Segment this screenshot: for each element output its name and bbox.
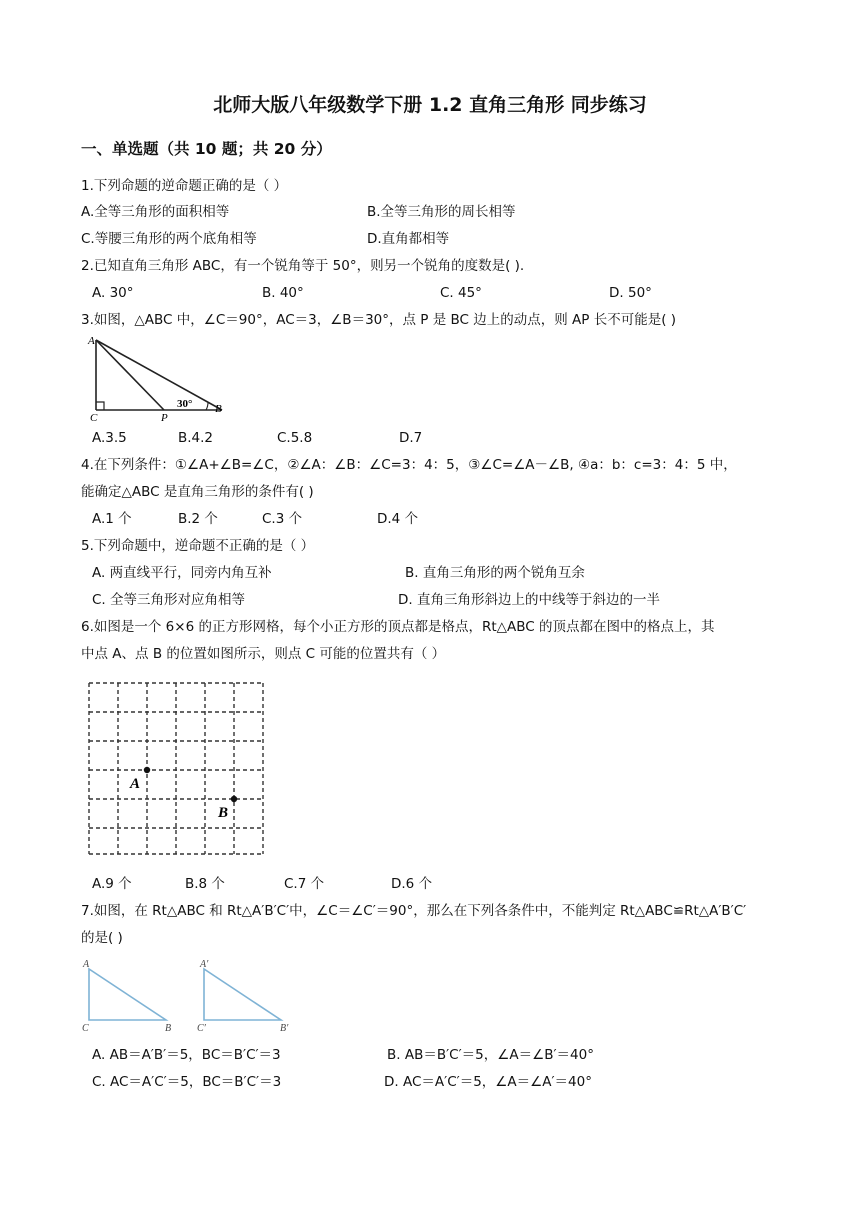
q1-option-d: D.直角都相等 — [367, 231, 450, 247]
q5-option-a: A. 两直线平行，同旁内角互补 — [92, 565, 272, 581]
label-a: A — [88, 335, 95, 347]
section-heading: 一、单选题（共 10 题；共 20 分） — [81, 140, 332, 158]
q2-option-a: A. 30° — [92, 285, 134, 301]
q6-stem-line1: 6.如图是一个 6×6 的正方形网格，每个小正方形的顶点都是格点，Rt△ABC 的顶点都在图中的格点上，其 — [81, 619, 715, 635]
page-title: 北师大版八年级数学下册 1.2 直角三角形 同步练习 — [213, 94, 647, 116]
q7-stem-line2: 的是( ) — [81, 930, 123, 946]
q4-option-a: A.1 个 — [92, 511, 132, 527]
grid-lines — [89, 683, 263, 854]
q1-option-b: B.全等三角形的周长相等 — [367, 204, 516, 220]
q3-option-d: D.7 — [399, 430, 423, 446]
triangle-abc — [89, 969, 166, 1020]
q3-option-c: C.5.8 — [277, 430, 313, 446]
q6-option-c: C.7 个 — [284, 876, 325, 892]
q7-option-a: A. AB＝A′B′＝5，BC＝B′C′＝3 — [92, 1047, 281, 1063]
q6-option-d: D.6 个 — [391, 876, 433, 892]
label-c-prime: C′ — [197, 1023, 206, 1034]
q4-stem-line2: 能确定△ABC 是直角三角形的条件有( ) — [81, 484, 314, 500]
label-c: C — [82, 1023, 89, 1034]
q7-option-d: D. AC＝A′C′＝5，∠A＝∠A′＝40° — [384, 1074, 592, 1090]
point-b — [231, 796, 237, 802]
label-c: C — [90, 412, 98, 422]
q3-stem: 3.如图，△ABC 中，∠C＝90°，AC＝3，∠B＝30°，点 P 是 BC 边上的动点，则 AP 长不可能是( ) — [81, 312, 677, 328]
q5-option-b: B. 直角三角形的两个锐角互余 — [405, 565, 585, 581]
q5-option-c: C. 全等三角形对应角相等 — [92, 592, 246, 608]
q5-stem: 5.下列命题中，逆命题不正确的是（ ） — [81, 538, 315, 554]
q7-option-c: C. AC＝A′C′＝5，BC＝B′C′＝3 — [92, 1074, 282, 1090]
label-p: P — [161, 412, 168, 422]
q2-option-b: B. 40° — [262, 285, 304, 301]
q1-stem: 1.下列命题的逆命题正确的是（ ） — [81, 178, 288, 194]
q1-option-c: C.等腰三角形的两个底角相等 — [81, 231, 257, 247]
point-a — [144, 767, 150, 773]
q1-option-a: A.全等三角形的面积相等 — [81, 204, 230, 220]
q6-grid-figure — [84, 678, 269, 860]
q6-stem-line2: 中点 A、点 B 的位置如图所示，则点 C 可能的位置共有（ ） — [81, 646, 446, 662]
q4-option-b: B.2 个 — [178, 511, 218, 527]
label-a: A — [83, 959, 90, 970]
label-b: B — [165, 1023, 172, 1034]
q6-option-a: A.9 个 — [92, 876, 132, 892]
side-ab — [96, 340, 222, 410]
q7-triangles-figure — [80, 955, 298, 1035]
q6-option-b: B.8 个 — [185, 876, 225, 892]
angle-arc — [206, 402, 208, 410]
label-angle: 30° — [177, 398, 193, 410]
label-b: B — [218, 805, 229, 821]
q5-option-d: D. 直角三角形斜边上的中线等于斜边的一半 — [398, 592, 660, 608]
q2-option-c: C. 45° — [440, 285, 482, 301]
right-angle-mark — [96, 402, 104, 410]
q7-option-b: B. AB＝B′C′＝5，∠A＝∠B′＝40° — [387, 1047, 594, 1063]
q2-stem: 2.已知直角三角形 ABC，有一个锐角等于 50°，则另一个锐角的度数是( ). — [81, 258, 525, 274]
triangle-a2b2c2 — [204, 969, 281, 1020]
label-b: B — [215, 403, 222, 415]
label-a: A — [130, 776, 141, 792]
q4-option-c: C.3 个 — [262, 511, 303, 527]
label-b-prime: B′ — [280, 1023, 289, 1034]
q3-triangle-figure — [84, 334, 232, 422]
q3-option-a: A.3.5 — [92, 430, 127, 446]
q4-stem-line1: 4.在下列条件：①∠A+∠B=∠C，②∠A：∠B：∠C=3：4：5，③∠C=∠A－∠B, ④a：b：c=3：4：5 中， — [81, 457, 737, 473]
q7-stem-line1: 7.如图，在 Rt△ABC 和 Rt△A′B′C′中，∠C＝∠C′＝90°，那么在下列各条件中，不能判定 Rt△ABC≌Rt△A′B′C′ — [81, 903, 747, 919]
label-a-prime: A′ — [200, 959, 209, 970]
q4-option-d: D.4 个 — [377, 511, 419, 527]
segment-ap — [96, 340, 164, 410]
q2-option-d: D. 50° — [609, 285, 652, 301]
q3-option-b: B.4.2 — [178, 430, 214, 446]
